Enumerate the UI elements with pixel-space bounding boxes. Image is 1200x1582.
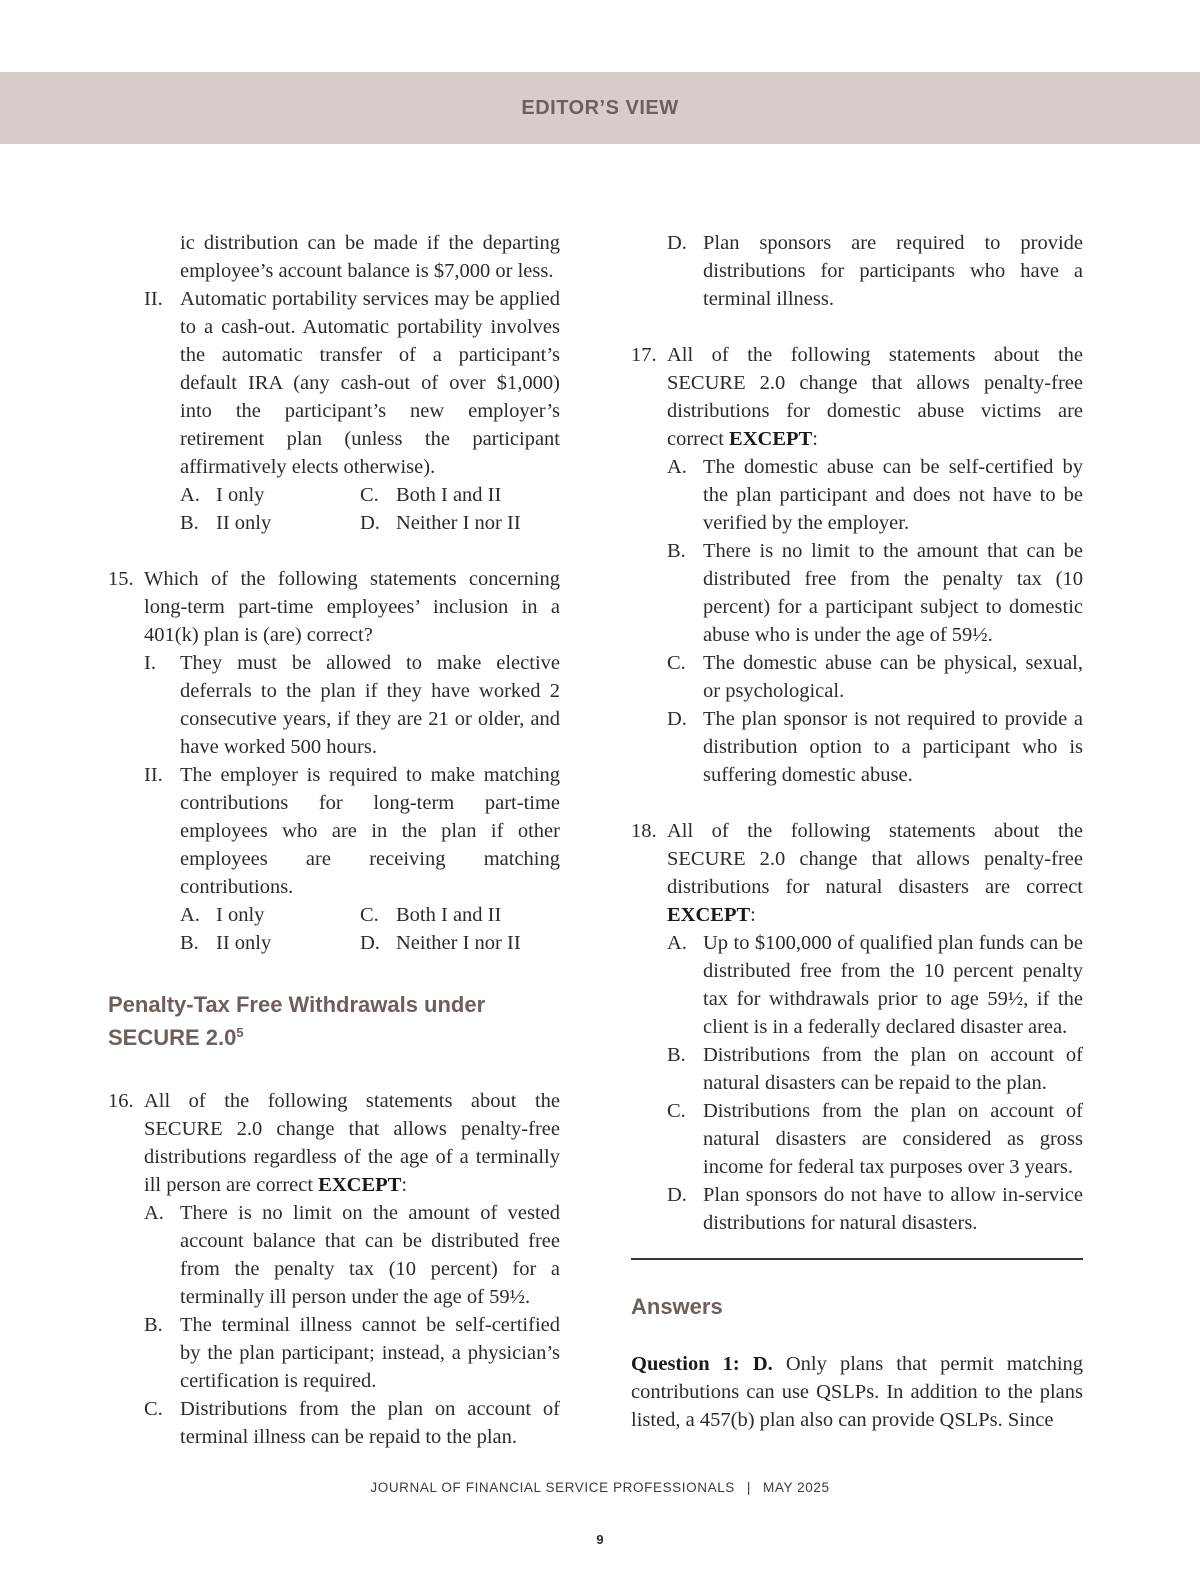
- option-text: Up to $100,000 of qualified plan funds can be distributed free from the 10 percent penalty tax for withdrawals prior to age 59½, if the client is in a federally declared disaster area.: [703, 932, 1083, 1038]
- q18-option-c: [631, 1097, 1083, 1181]
- q15-options: [108, 901, 560, 957]
- option-label: D.: [667, 1184, 687, 1206]
- option-text: The domestic abuse can be physical, sexual, or psychological.: [703, 652, 1083, 702]
- question-stem: All of the following statements about the SECURE 2.0 change that allows penalty-free distributions regardless of the age of a terminally ill person are correct: [144, 1090, 560, 1196]
- q14-item-i-tail: ic distribution can be made if the departing employee’s account balance is $7,000 or less.: [180, 232, 560, 282]
- q18-option-b: [631, 1041, 1083, 1097]
- stem-end: :: [750, 904, 756, 926]
- q16-option-a: [108, 1199, 560, 1311]
- q14-item-ii: [108, 285, 560, 481]
- left-column: [108, 229, 560, 1451]
- option-label: C.: [360, 904, 379, 926]
- option-text: II only: [216, 512, 272, 534]
- option-label: A.: [667, 932, 687, 954]
- question-stem: All of the following statements about the SECURE 2.0 change that allows penalty-free distributions for domestic abuse victims are correct: [667, 344, 1083, 450]
- question-18: [631, 817, 1083, 929]
- option-text: Both I and II: [396, 484, 502, 506]
- option-c: [360, 481, 540, 509]
- option-label: C.: [667, 1100, 686, 1122]
- option-b: [180, 929, 360, 957]
- option-text: Both I and II: [396, 904, 502, 926]
- item-label: I.: [144, 652, 156, 674]
- q15-item-i: [108, 649, 560, 761]
- option-text: I only: [216, 904, 265, 926]
- answer-text: Only plans that permit matching contributions can use QSLPs. In addition to the plans listed, a 457(b) plan also can provide QSLPs. Since: [631, 1353, 1084, 1431]
- item-label: II.: [144, 288, 163, 310]
- question-16: [108, 1087, 560, 1199]
- q17-option-d: [631, 705, 1083, 789]
- stem-end: :: [812, 428, 818, 450]
- option-label: A.: [144, 1202, 164, 1224]
- option-label: B.: [180, 512, 199, 534]
- option-label: A.: [180, 904, 200, 926]
- issue-date: MAY 2025: [763, 1480, 830, 1495]
- item-label: II.: [144, 764, 163, 786]
- footer-separator: |: [746, 1480, 752, 1495]
- option-label: D.: [667, 708, 687, 730]
- q15-item-ii: [108, 761, 560, 901]
- q16-option-d: [631, 229, 1083, 313]
- option-text: There is no limit on the amount of vested account balance that can be distributed free from the penalty tax (10 percent) for a terminally ill person under the age of 59½.: [180, 1202, 560, 1308]
- option-d: [360, 509, 540, 537]
- q18-option-a: [631, 929, 1083, 1041]
- item-text: The employer is required to make matching contributions for long-term part-time employees who are in the plan if other employees are receiving matching contributions.: [180, 764, 560, 898]
- option-c: [360, 901, 540, 929]
- item-text: They must be allowed to make elective deferrals to the plan if they have worked 2 consecutive years, if they are 21 or older, and have worked 500 hours.: [180, 652, 560, 758]
- stem-end: :: [401, 1174, 408, 1196]
- option-label: D.: [360, 932, 380, 954]
- option-label: C.: [667, 652, 686, 674]
- question-stem: All of the following statements about the SECURE 2.0 change that allows penalty-free distributions for natural disasters are correct: [667, 820, 1083, 898]
- option-text: II only: [216, 932, 272, 954]
- option-label: B.: [667, 1044, 686, 1066]
- option-a: [180, 901, 360, 929]
- section-title: EDITOR’S VIEW: [521, 97, 679, 119]
- question-stem: Which of the following statements concerning long-term part-time employees’ inclusion in a 401(k) plan is (are) correct?: [144, 568, 560, 646]
- section-heading-text: Penalty-Tax Free Withdrawals under SECURE 2.0: [108, 992, 486, 1050]
- option-label: B.: [180, 932, 199, 954]
- q17-option-a: [631, 453, 1083, 537]
- except-emphasis: EXCEPT: [667, 904, 751, 926]
- except-emphasis: EXCEPT: [729, 428, 813, 450]
- q16-option-b: [108, 1311, 560, 1395]
- option-label: D.: [360, 512, 380, 534]
- question-number: 17.: [631, 344, 657, 366]
- option-label: C.: [144, 1398, 163, 1420]
- question-number: 15.: [108, 568, 134, 590]
- option-label: C.: [360, 484, 379, 506]
- journal-name: JOURNAL OF FINANCIAL SERVICE PROFESSIONALS: [370, 1480, 735, 1495]
- q17-option-b: [631, 537, 1083, 649]
- answer-label: Question 1: D.: [631, 1353, 773, 1375]
- answer-1: [631, 1350, 1083, 1434]
- except-emphasis: EXCEPT: [318, 1174, 402, 1196]
- footnote-ref: 5: [236, 1025, 244, 1040]
- option-text: Plan sponsors do not have to allow in-service distributions for natural disasters.: [703, 1184, 1083, 1234]
- option-d: [360, 929, 540, 957]
- option-a: [180, 481, 360, 509]
- question-number: 16.: [108, 1090, 134, 1112]
- question-15: [108, 565, 560, 649]
- q14-options: [108, 481, 560, 537]
- answers-heading: Answers: [631, 1294, 723, 1319]
- q18-option-d: [631, 1181, 1083, 1237]
- page-number: 9: [596, 1532, 604, 1547]
- item-text: Automatic portability services may be applied to a cash-out. Automatic portability involves the automatic transfer of a participant’s default IRA (any cash-out of over $1,000) into the participant’s new employer’s retirement plan (unless the participant affirmatively elects otherwise).: [180, 288, 560, 478]
- q17-option-c: [631, 649, 1083, 705]
- option-text: Distributions from the plan on account of natural disasters are considered as gross income for federal tax purposes over 3 years.: [703, 1100, 1083, 1178]
- question-number: 18.: [631, 820, 657, 842]
- question-17: [631, 341, 1083, 453]
- option-label: A.: [180, 484, 200, 506]
- option-label: B.: [667, 540, 686, 562]
- option-text: I only: [216, 484, 265, 506]
- option-text: Neither I nor II: [396, 932, 521, 954]
- option-text: The plan sponsor is not required to provide a distribution option to a participant who is suffering domestic abuse.: [703, 708, 1083, 786]
- option-label: A.: [667, 456, 687, 478]
- option-text: The terminal illness cannot be self-certified by the plan participant; instead, a physician’s certification is required.: [180, 1314, 560, 1392]
- q16-option-c: [108, 1395, 560, 1451]
- option-text: There is no limit to the amount that can be distributed free from the penalty tax (10 percent) for a participant subject to domestic abuse who is under the age of 59½.: [703, 540, 1083, 646]
- option-label: B.: [144, 1314, 163, 1336]
- option-text: Distributions from the plan on account of natural disasters can be repaid to the plan.: [703, 1044, 1083, 1094]
- option-label: D.: [667, 232, 687, 254]
- right-column: [631, 229, 1083, 1434]
- footer: [0, 1480, 1200, 1495]
- option-text: Plan sponsors are required to provide distributions for participants who have a terminal illness.: [703, 232, 1083, 310]
- option-text: Distributions from the plan on account of terminal illness can be repaid to the plan.: [180, 1398, 560, 1448]
- section-heading: [108, 991, 560, 1052]
- option-text: The domestic abuse can be self-certified by the plan participant and does not have to be verified by the employer.: [703, 456, 1083, 534]
- option-b: [180, 509, 360, 537]
- option-text: Neither I nor II: [396, 512, 521, 534]
